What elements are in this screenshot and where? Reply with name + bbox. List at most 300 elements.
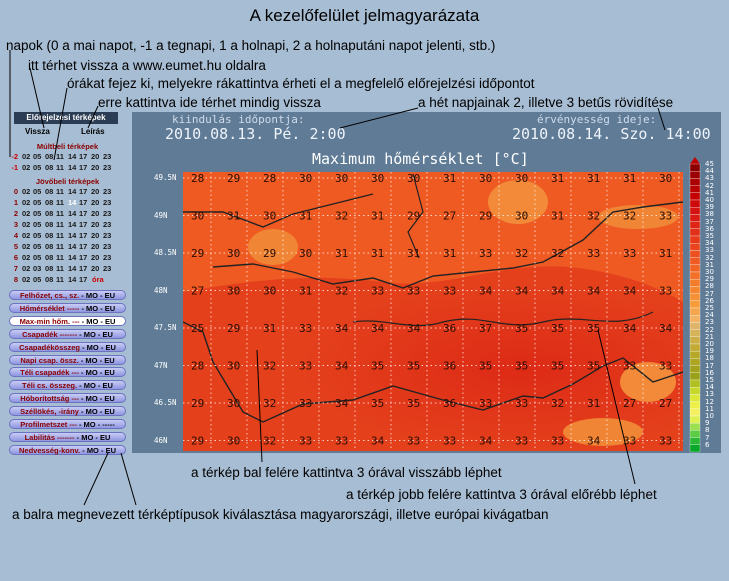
grid-value: 32 (263, 397, 277, 410)
hour-link[interactable]: 20 (91, 163, 100, 172)
scale-value: 9 (705, 419, 710, 428)
grid-value: 31 (551, 172, 565, 185)
grid-value: 32 (587, 209, 601, 223)
hour-link[interactable]: 11 (56, 152, 64, 161)
grid-value: 33 (515, 397, 529, 410)
valid-label: érvényesség ideje: (537, 113, 657, 126)
day-row (8, 231, 130, 241)
hour-link[interactable]: 02 (22, 163, 31, 172)
hour-link[interactable]: 08 (45, 231, 54, 240)
scale-value: 30 (705, 268, 714, 276)
hour-link[interactable]: 23 (103, 220, 112, 229)
latitude-label: 48.5N (154, 248, 177, 257)
hour-link[interactable]: 14 (68, 253, 77, 262)
hour-link[interactable]: 23 (103, 264, 112, 273)
day-row (8, 187, 130, 197)
menu-header: Előrejelzési térképek (14, 112, 118, 124)
back-link[interactable]: Vissza (25, 127, 50, 136)
hour-link[interactable]: 11 (56, 187, 64, 196)
hour-link[interactable]: 17 (79, 275, 88, 284)
scale-swatch (690, 330, 700, 337)
scale-swatch (690, 236, 700, 243)
eu-link[interactable]: EU (104, 303, 116, 313)
hour-link[interactable]: 05 (33, 209, 42, 218)
map-type-button[interactable] (9, 406, 126, 416)
grid-value: 34 (623, 284, 637, 298)
scale-swatch (690, 351, 700, 358)
grid-value: 28 (191, 359, 205, 373)
hour-link[interactable]: 02 (22, 220, 31, 229)
hour-link[interactable]: 23 (103, 163, 112, 172)
scale-swatch (690, 193, 700, 200)
grid-value: 30 (335, 172, 349, 185)
mo-link[interactable]: MO (83, 420, 96, 429)
eu-link[interactable]: EU (105, 445, 116, 455)
mo-link[interactable]: MO (85, 291, 98, 300)
mo-link[interactable]: MO (85, 394, 98, 404)
scale-value: 29 (705, 275, 714, 284)
grid-value: 35 (407, 359, 421, 373)
map-type-button[interactable] (9, 445, 126, 455)
scale-swatch (690, 358, 700, 365)
hour-link[interactable]: 11 (56, 198, 64, 207)
scale-value: 32 (705, 253, 714, 262)
hour-link[interactable]: 02 (22, 152, 31, 161)
hour-link[interactable]: 17 (79, 231, 88, 240)
day-offset: 3 (13, 220, 18, 229)
scale-swatch (690, 402, 700, 409)
scale-swatch (690, 258, 700, 265)
hour-link[interactable]: 23 (103, 152, 112, 161)
scale-swatch (690, 373, 700, 380)
hour-link[interactable]: 14 (68, 275, 77, 284)
hour-link[interactable]: 11 (56, 253, 64, 262)
grid-value: 31 (443, 247, 457, 260)
scale-swatch (690, 222, 700, 229)
grid-value: 33 (623, 434, 637, 448)
grid-value: 33 (443, 284, 457, 298)
grid-value: 33 (299, 322, 313, 335)
scale-value: 20 (705, 340, 714, 348)
hour-link[interactable]: 11 (56, 242, 64, 251)
scale-swatch (690, 409, 700, 416)
map-type-label: Max-min hőm. --- (19, 316, 80, 326)
hour-link[interactable]: 17 (79, 253, 88, 262)
hour-link[interactable]: 20 (91, 253, 100, 262)
grid-value: 33 (623, 359, 637, 373)
grid-value: 29 (407, 209, 421, 223)
description-link[interactable]: Leírás (81, 127, 105, 136)
grid-value: 34 (515, 284, 529, 298)
latitude-label: 47.5N (154, 323, 177, 332)
map-type-button[interactable] (9, 316, 126, 326)
eu-link[interactable]: ----- (102, 420, 115, 429)
hour-link[interactable]: 14 (68, 209, 77, 218)
grid-value: 36 (443, 322, 457, 335)
hour-link[interactable]: 08 (45, 198, 54, 207)
separator: - (74, 432, 82, 442)
map-type-button[interactable] (9, 419, 126, 429)
map-type-label: Csapadékösszeg (19, 342, 80, 352)
day-row (8, 253, 130, 263)
separator: - (80, 342, 87, 352)
hour-link[interactable]: 14 (68, 231, 77, 240)
hour-link[interactable]: 05 (33, 163, 42, 172)
grid-value: 34 (335, 322, 349, 335)
map-type-label: Téli cs. összeg. (22, 381, 78, 391)
hour-link[interactable]: 23 (103, 253, 112, 262)
grid-value: 33 (659, 284, 673, 298)
scale-value: 34 (705, 239, 714, 248)
map-type-label: Profilmetszet --- (20, 420, 77, 429)
mo-link[interactable]: MO (86, 316, 99, 326)
scale-value: 16 (705, 368, 714, 377)
mo-link[interactable]: MO (83, 329, 96, 339)
separator: - (79, 316, 87, 326)
scale-value: 10 (705, 412, 714, 420)
hour-link[interactable]: 05 (33, 253, 42, 262)
map-type-label: Széllökés, -irány (20, 407, 79, 417)
hour-link[interactable]: 02 (22, 242, 31, 251)
grid-value: 32 (551, 247, 565, 260)
latitude-label: 47N (154, 360, 168, 370)
scale-value: 19 (705, 347, 714, 356)
grid-value: 31 (443, 172, 457, 185)
grid-value: 33 (587, 247, 601, 260)
hour-link[interactable]: 23 (103, 231, 112, 240)
map-type-button[interactable] (9, 367, 126, 377)
grid-value: 30 (227, 434, 241, 448)
separator: - (97, 407, 105, 417)
map-type-label: Napi csap. össz. (20, 355, 79, 365)
grid-value: 30 (479, 172, 493, 185)
scale-value: 11 (705, 404, 714, 413)
mo-link[interactable]: MO (81, 432, 94, 442)
scale-swatch (690, 380, 700, 387)
eu-link[interactable]: EU (104, 291, 116, 300)
hour-link[interactable]: 20 (91, 187, 100, 196)
grid-value: 29 (263, 247, 277, 260)
map-type-button[interactable] (9, 342, 126, 352)
scale-swatch (690, 430, 700, 437)
valid-time: 2010.08.14. Szo. 14:00 (512, 125, 711, 143)
day-row (8, 198, 130, 208)
hour-link[interactable]: 20 (91, 242, 100, 251)
hour-link[interactable]: 02 (22, 231, 31, 240)
hour-link[interactable]: 08 (45, 187, 54, 196)
hour-link[interactable]: 05 (33, 198, 42, 207)
grid-value: 32 (335, 209, 349, 223)
hour-link[interactable]: 17 (79, 242, 88, 251)
hour-link[interactable]: 20 (91, 231, 100, 240)
grid-value: 37 (479, 322, 493, 335)
hour-link[interactable]: 03 (33, 264, 42, 273)
latitude-label: 46N (154, 435, 168, 445)
hour-link[interactable]: 05 (33, 242, 42, 251)
annotation-vissza: itt térhet vissza a www.eumet.hu oldalra (28, 58, 266, 73)
scale-value: 8 (705, 426, 710, 435)
grid-value: 31 (551, 209, 565, 223)
grid-value: 34 (551, 284, 565, 298)
day-offset: 5 (13, 242, 18, 251)
grid-value: 31 (299, 284, 313, 298)
separator: - (98, 342, 106, 352)
hour-link[interactable]: 11 (56, 231, 64, 240)
scale-value: 21 (705, 332, 714, 341)
scale-value: 31 (705, 260, 714, 269)
scale-value: 23 (705, 318, 714, 327)
future-maps-label: Jövőbeli térképek (35, 177, 100, 186)
day-offset: 2 (13, 209, 18, 218)
eu-link[interactable]: EU (105, 316, 116, 326)
eu-link[interactable]: EU (102, 329, 113, 339)
eu-link[interactable]: EU (104, 368, 115, 378)
map-type-button[interactable] (9, 329, 126, 339)
mo-link[interactable]: MO (86, 342, 99, 352)
eu-link[interactable]: EU (102, 381, 113, 391)
hour-link[interactable]: 08 (45, 264, 54, 273)
grid-value: 36 (443, 359, 457, 373)
grid-value: 32 (623, 209, 637, 223)
separator: - (95, 420, 103, 429)
grid-value: 33 (299, 397, 313, 410)
grid-value: 35 (587, 359, 601, 373)
grid-value: 28 (263, 172, 277, 185)
temperature-map[interactable] (183, 172, 683, 451)
scale-swatch (690, 250, 700, 257)
map-type-button[interactable] (9, 380, 126, 390)
grid-value: 30 (407, 172, 421, 185)
grid-value: 35 (479, 359, 493, 373)
hour-link[interactable]: 20 (91, 220, 100, 229)
grid-value: 33 (479, 397, 493, 410)
hour-link[interactable]: 17 (79, 209, 88, 218)
grid-value: 30 (371, 172, 385, 185)
hour-link[interactable]: 02 (22, 264, 31, 273)
hour-link[interactable]: 08 (45, 275, 54, 284)
scale-swatch (690, 423, 700, 430)
annotation-napok: napok (0 a mai napot, -1 a tegnapi, 1 a holnapi, 2 a holnaputáni napot jelenti, stb.) (6, 38, 496, 53)
hour-link[interactable]: 11 (56, 163, 64, 172)
map-type-button[interactable] (9, 432, 126, 442)
eu-link[interactable]: EU (104, 355, 115, 365)
hour-link[interactable]: 20 (91, 209, 100, 218)
grid-value: 32 (551, 397, 565, 410)
grid-value: 33 (371, 284, 385, 298)
hour-link[interactable]: 05 (33, 187, 42, 196)
scale-swatch (690, 286, 700, 293)
map-type-label: Nedvesség-konv. (19, 445, 81, 455)
scale-swatch (690, 344, 700, 351)
hour-link[interactable]: 08 (45, 220, 54, 229)
past-maps-label: Múltbeli térképek (36, 142, 99, 151)
hour-link[interactable]: 11 (56, 220, 64, 229)
scale-value: 37 (705, 217, 714, 226)
scale-arrow (690, 157, 700, 164)
grid-value: 35 (515, 359, 529, 373)
scale-swatch (690, 243, 700, 250)
grid-value: 31 (587, 397, 601, 410)
day-offset: 1 (13, 198, 18, 207)
hour-link[interactable]: 23 (103, 198, 112, 207)
separator: - (98, 303, 105, 313)
separator: - (78, 407, 86, 417)
scale-value: 13 (705, 390, 714, 399)
grid-value: 29 (191, 434, 205, 448)
hour-link[interactable]: 17 (79, 198, 88, 207)
hour-link[interactable]: 14 (68, 264, 77, 273)
grid-value: 30 (299, 247, 313, 260)
map-type-button[interactable] (9, 303, 126, 313)
hour-link[interactable]: 17 (79, 220, 88, 229)
eu-link[interactable]: EU (104, 407, 115, 417)
grid-value: 31 (623, 172, 637, 185)
scale-value: 18 (705, 354, 714, 363)
separator: - (77, 329, 84, 339)
map-type-button[interactable] (9, 355, 126, 365)
eu-link[interactable]: EU (105, 342, 116, 352)
eu-link[interactable]: EU (104, 394, 115, 404)
scale-swatch (690, 308, 700, 315)
hour-link[interactable]: 14 (68, 187, 77, 196)
hour-link[interactable]: 02 (22, 187, 31, 196)
scale-swatch (690, 366, 700, 373)
grid-value: 35 (407, 397, 421, 410)
mo-link[interactable]: MO (85, 355, 98, 365)
grid-value: 36 (443, 397, 457, 410)
grid-value: 35 (551, 359, 565, 373)
day-offset: -1 (11, 163, 18, 172)
hour-link[interactable]: 20 (91, 264, 100, 273)
scale-value: 40 (705, 196, 714, 204)
separator: - (98, 316, 105, 326)
grid-value: 35 (551, 322, 565, 335)
hour-link[interactable]: 23 (103, 242, 112, 251)
grid-value: 33 (443, 434, 457, 448)
latitude-label: 46.5N (154, 398, 177, 407)
grid-value: 33 (659, 359, 673, 373)
hour-link[interactable]: 08 (45, 209, 54, 218)
hour-link[interactable]: 20 (91, 152, 100, 161)
scale-value: 25 (705, 304, 714, 312)
grid-value: 25 (191, 322, 205, 335)
map-title: Maximum hőmérséklet [°C] (312, 150, 529, 168)
scale-swatch (690, 272, 700, 279)
grid-value: 34 (371, 434, 385, 448)
grid-value: 31 (263, 322, 277, 335)
grid-value: 29 (479, 209, 493, 223)
separator: - (79, 303, 87, 313)
map-type-label: Hőmérséklet ----- (19, 303, 80, 313)
scale-swatch (690, 265, 700, 272)
scale-value: 45 (705, 160, 714, 168)
scale-swatch (690, 445, 700, 452)
grid-value: 34 (335, 359, 349, 373)
mo-link[interactable]: MO (85, 407, 98, 417)
hour-link[interactable]: 05 (33, 275, 42, 284)
scale-swatch (690, 178, 700, 185)
hour-link[interactable]: 17 (79, 264, 88, 273)
scale-value: 6 (705, 440, 710, 449)
hour-link[interactable]: 08 (45, 253, 54, 262)
scale-swatch (690, 337, 700, 344)
hour-link[interactable]: 17 (79, 152, 88, 161)
grid-value: 30 (227, 284, 241, 298)
hour-link[interactable]: 14 (68, 163, 77, 172)
hour-link[interactable]: 14 (68, 152, 77, 161)
hour-link[interactable]: 08 (45, 163, 54, 172)
mo-link[interactable]: MO (86, 303, 99, 313)
separator: - (97, 368, 105, 378)
hour-link[interactable]: 14 (68, 198, 77, 207)
scale-swatch (690, 387, 700, 394)
mo-link[interactable]: MO (83, 381, 96, 391)
grid-value: 29 (191, 247, 205, 260)
grid-value: 31 (659, 247, 673, 260)
grid-value: 32 (515, 247, 529, 260)
latitude-label: 49N (154, 210, 168, 220)
scale-value: 35 (705, 232, 714, 240)
hour-link[interactable]: 23 (103, 209, 112, 218)
hour-link[interactable]: 05 (33, 152, 42, 161)
eu-link[interactable]: EU (100, 432, 111, 442)
hour-link[interactable]: 14 (68, 220, 77, 229)
hour-link[interactable]: 11 (56, 275, 64, 284)
mo-link[interactable]: MO (86, 445, 99, 455)
scale-value: 22 (705, 325, 714, 334)
grid-value: 35 (371, 359, 385, 373)
hour-link[interactable]: 23 (103, 187, 112, 196)
scale-value: 33 (705, 246, 714, 255)
page-title: A kezelőfelület jelmagyarázata (249, 6, 480, 25)
hours-unit: óra (92, 275, 104, 284)
grid-value: 30 (263, 284, 277, 298)
hour-link[interactable]: 14 (68, 242, 77, 251)
hour-link[interactable]: 08 (45, 152, 54, 161)
mo-link[interactable]: MO (85, 368, 98, 378)
grid-value: 31 (371, 247, 385, 260)
map-type-label: Labilitás ------- (24, 432, 75, 442)
hour-link[interactable]: 17 (79, 187, 88, 196)
hour-link[interactable]: 02 (22, 198, 31, 207)
map-type-button[interactable] (9, 393, 126, 403)
grid-value: 30 (191, 209, 205, 223)
map-type-label: Csapadék ------- (22, 329, 78, 339)
hour-link[interactable]: 11 (56, 209, 64, 218)
grid-value: 29 (227, 172, 241, 185)
hour-link[interactable]: 02 (22, 275, 31, 284)
hour-link[interactable]: 05 (33, 220, 42, 229)
separator: - (79, 291, 86, 300)
hour-link[interactable]: 17 (79, 163, 88, 172)
scale-value: 41 (705, 188, 714, 197)
hour-link[interactable]: 02 (22, 209, 31, 218)
map-type-button[interactable] (9, 290, 126, 300)
scale-swatch (690, 164, 700, 171)
hour-link[interactable]: 08 (45, 242, 54, 251)
scale-value: 42 (705, 181, 714, 190)
separator: - (78, 355, 86, 365)
hour-link[interactable]: 11 (56, 264, 64, 273)
day-offset: 7 (13, 264, 18, 273)
day-row (8, 152, 130, 162)
separator: - (97, 291, 105, 300)
hour-link[interactable]: 20 (91, 198, 100, 207)
hour-link[interactable]: 05 (33, 231, 42, 240)
grid-value: 33 (479, 247, 493, 260)
hour-link[interactable]: 02 (22, 253, 31, 262)
map-type-label: Téli csapadék --- (20, 368, 79, 378)
